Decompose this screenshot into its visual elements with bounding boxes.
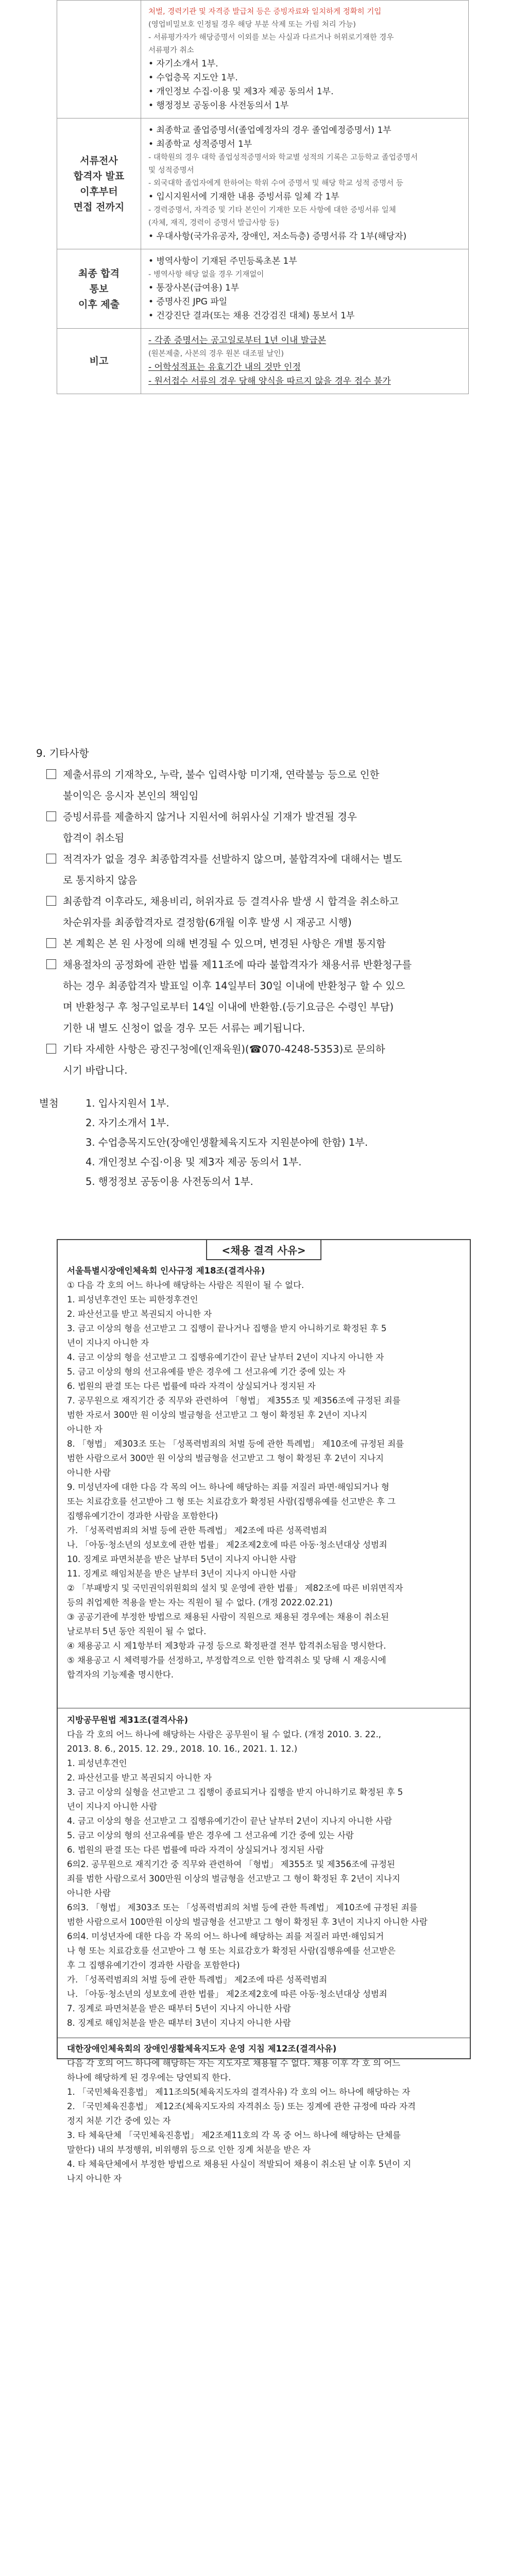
clause-line: 또는 치료감호를 선고받아 그 형 또는 치료감호가 확정된 사람(집행유예를 선고받은 후 그 xyxy=(67,1497,396,1506)
row-line: • 개인정보 수집·이용 및 제3자 제공 동의서 1부. xyxy=(148,87,334,97)
row-line: • 건강진단 결과(또는 채용 건강검진 대체) 통보서 1부 xyxy=(148,311,355,321)
row-line: - 원서접수 서류의 경우 당해 양식을 따르지 않을 경우 접수 불가 xyxy=(148,376,391,386)
clause-line: 5. 금고 이상의 형의 선고유예를 받은 경우에 그 선고유예 기간 중에 있는 자 xyxy=(67,1367,346,1377)
clause-line: 6. 법원의 판결 또는 다른 법률에 따라 자격이 상실되거나 정지된 사람 xyxy=(67,1845,324,1855)
checkbox-icon xyxy=(46,811,56,821)
note-text: 기타 자세한 사항은 광진구청에(인재육원)(☎070-4248-5353)로 문의하 xyxy=(63,1043,385,1055)
note-text: 본 계획은 본 원 사정에 의해 변경될 수 있으며, 변경된 사항은 개별 통지함 xyxy=(63,938,386,950)
clause-line: 6의3. 「형법」 제303조 또는 「성폭력범죄의 처벌 등에 관한 특례법」 제10조에 규정된 죄를 xyxy=(67,1903,418,1912)
note-text: 차순위자를 최종합격자로 결정함(6개월 이후 발생 시 재공고 시행) xyxy=(63,917,352,928)
clause-line: 후 그 집행유예기간이 경과한 사람을 포함한다) xyxy=(67,1960,240,1970)
block-heading: 지방공무원법 제31조(결격사유) xyxy=(67,1715,189,1725)
clause-line: 7. 공무원으로 재직기간 중 직무와 관련하여 「형법」 제355조 및 제356조에 규정된 죄를 xyxy=(67,1396,401,1405)
clause-line: 집행유예기간이 경과한 사람을 포함한다) xyxy=(67,1511,218,1521)
row-line: (영업비밀보호 인정될 경우 해당 부분 삭제 또는 가림 처리 가능) xyxy=(148,21,356,29)
note-text: 하는 경우 최종합격자 발표일 이후 14일부터 30일 이내에 반환청구 할 수 있으 xyxy=(63,980,405,992)
clause-line: 나지 아니한 자 xyxy=(67,2174,122,2183)
clause-line: ④ 채용공고 시 제1항부터 제3항과 규정 등으로 확정판결 전부 합격취소됨을 명시한다. xyxy=(67,1641,386,1651)
note-text: 기한 내 별도 신청이 없을 경우 모든 서류는 폐기됩니다. xyxy=(63,1022,305,1034)
block-heading: 서울특별시장애인체육회 인사규정 제18조(결격사유) xyxy=(67,1266,265,1276)
note-item xyxy=(36,806,479,849)
note-text: 최종합격 이후라도, 채용비리, 허위자료 등 결격사유 발생 시 합격을 취소하고 xyxy=(63,895,399,907)
note-item xyxy=(36,764,479,806)
disqualification-title: <채용 결격 사유> xyxy=(206,1239,321,1260)
row-line: - 대학원의 경우 대학 졸업성적증명서와 학교별 성적의 기록은 고등학교 졸업증명서 xyxy=(148,154,418,162)
row-category: 비고 xyxy=(57,329,141,394)
reasons-block-2 xyxy=(67,1713,461,2030)
row-category xyxy=(57,1,141,118)
note-item xyxy=(36,849,479,891)
row-line: • 병역사항이 기재된 주민등록초본 1부 xyxy=(148,256,297,266)
clause-line: 말한다) 내의 부정행위, 비위행위 등으로 인한 징계 처분을 받은 자 xyxy=(67,2145,311,2155)
row-line: - 병역사항 해당 없을 경우 기재없이 xyxy=(148,270,264,279)
clause-line: 6의4. 미성년자에 대한 다음 각 목의 어느 하나에 해당하는 죄를 저질러 파면·해임되거 xyxy=(67,1931,384,1941)
clause-line: 범한 사람으로서 300만 원 이상의 벌금형을 선고받고 그 형이 확정된 후 2년이 지나지 xyxy=(67,1453,384,1463)
clause-line: 4. 타 체육단체에서 부정한 방법으로 채용된 사실이 적발되어 채용이 취소된 날 이후 5년이 지 xyxy=(67,2159,412,2169)
clause-line: 3. 금고 이상의 형을 선고받고 그 집행이 끝나거나 집행을 받지 아니하기로 확정된 후 5 xyxy=(67,1324,387,1333)
clause-line: ⑤ 채용공고 시 체력평가를 선정하고, 부정합격으로 인한 합격취소 및 당해 시 재응시에 xyxy=(67,1655,386,1665)
clause-line: 죄를 범한 사람으로서 300만원 이상의 벌금형을 선고받고 그 형이 확정된 후 2년이 지나지 xyxy=(67,1874,400,1884)
checkbox-icon xyxy=(46,769,56,779)
row-line: - 외국대학 졸업자에게 한하여는 학위 수여 증명서 및 해당 학교 성적 증명서 등 xyxy=(148,179,403,188)
clause-line: 등의 취업제한 적용을 받는 자는 직원이 될 수 없다. (개정 2022.02.21) xyxy=(67,1598,333,1607)
clause-line: 나 형 또는 치료감호를 선고받아 그 형 또는 치료감호가 확정된 사람(집행유예를 선고받은 xyxy=(67,1946,396,1956)
clause-line: 가. 「성폭력범죄의 처벌 등에 관한 특례법」 제2조에 따른 성폭력범죄 xyxy=(67,1975,328,1985)
clause-line: 8. 「형법」 제303조 또는 「성폭력범죄의 처벌 등에 관한 특례법」 제10조에 규정된 죄를 xyxy=(67,1439,404,1449)
clause-line: 6의2. 공무원으로 재직기간 중 직무와 관련하여 「형법」 제355조 및 제356조에 규정된 xyxy=(67,1859,395,1869)
row-line: - 서류평가자가 해당증명서 이외를 보는 사실과 다르거나 허위로기재한 경우 xyxy=(148,33,394,42)
note-text: 며 반환청구 후 청구일로부터 14일 이내에 반환함.(등기요금은 수령인 부담) xyxy=(63,1001,394,1013)
clause-line: 10. 징계로 파면처분을 받은 날부터 5년이 지나지 아니한 사람 xyxy=(67,1554,297,1564)
attachment-item: 5. 행정정보 공동이용 사전동의서 1부. xyxy=(86,1176,253,1188)
row-line: • 수업층목 지도안 1부. xyxy=(148,73,238,83)
clause-line: 4. 금고 이상의 형을 선고받고 그 집행유예기간이 끝난 날부터 2년이 지나지 아니한 사람 xyxy=(67,1816,393,1826)
attachment-item: 2. 자기소개서 1부. xyxy=(86,1117,169,1129)
note-text: 적격자가 없을 경우 최종합격자를 선발하지 않으며, 불합격자에 대해서는 별도 xyxy=(63,853,402,865)
other-notes-section xyxy=(36,743,479,1081)
clause-line: 8. 징계로 해임처분을 받은 때부터 3년이 지나지 아니한 사람 xyxy=(67,2018,291,2028)
row-line: • 우대사항(국가유공자, 장애인, 저소득층) 증명서류 각 1부(해당자) xyxy=(148,231,407,242)
row-line: • 통장사본(급여용) 1부 xyxy=(148,283,240,293)
clause-line: 2. 파산선고를 받고 복권되지 아니한 자 xyxy=(67,1773,212,1783)
row-line: 서류평가 취소 xyxy=(148,46,194,55)
clause-line: 1. 「국민체육진흥법」 제11조의5(체육지도자의 결격사유) 각 호의 어느 하나에 해당하는 자 xyxy=(67,2087,411,2097)
note-text: 제출서류의 기재착오, 누락, 불수 입력사항 미기재, 연락불능 등으로 인한 xyxy=(63,769,380,781)
row-line: • 자기소개서 1부. xyxy=(148,59,218,69)
row-line: - 어학성적표는 유효기간 내의 것만 인정 xyxy=(148,362,301,372)
clause-line: 다음 각 호의 어느 하나에 해당하는 자는 지도자로 채용될 수 없다. 채용 이후 각 호 의 어느 xyxy=(67,2058,401,2068)
attachment-item: 3. 수업층목지도안(장애인생활체육지도자 지원분야에 한함) 1부. xyxy=(86,1137,368,1148)
table-row xyxy=(57,118,469,249)
clause-line: 범한 자로서 300만 원 이상의 벌금형을 선고받고 그 형이 확정된 후 2년이 지나지 xyxy=(67,1410,368,1420)
clause-line: 년이 지나지 아니한 사람 xyxy=(67,1802,158,1811)
clause-line: 6. 법원의 판결 또는 다른 법률에 따라 자격이 상실되거나 정지된 자 xyxy=(67,1381,316,1391)
checkbox-icon xyxy=(46,959,56,969)
disqualification-box xyxy=(57,1239,471,2183)
checkbox-icon xyxy=(46,938,56,948)
clause-line: 2013. 8. 6., 2015. 12. 29., 2018. 10. 16., 2021. 1. 12.) xyxy=(67,1744,298,1754)
clause-line: ① 다음 각 호의 어느 하나에 해당하는 사람은 직원이 될 수 없다. xyxy=(67,1280,304,1290)
row-content xyxy=(141,118,469,249)
clause-line: 3. 타 체육단체 「국민체육진흥법」 제2조제11호의 각 목 중 어느 하나에 해당하는 단체를 xyxy=(67,2130,401,2140)
row-line: • 최종학교 졸업증명서(졸업예정자의 경우 졸업예정증명서) 1부 xyxy=(148,125,391,135)
note-item xyxy=(36,891,479,933)
attachment-item: 4. 개인정보 수집·이용 및 제3자 제공 동의서 1부. xyxy=(86,1156,302,1168)
clause-line: 아니한 사람 xyxy=(67,1888,111,1898)
table-row xyxy=(57,1,469,118)
note-text: 합격이 취소됨 xyxy=(63,832,125,844)
note-text: 불이익은 응시자 본인의 책임임 xyxy=(63,790,199,802)
reasons-block-1 xyxy=(67,1264,461,1682)
clause-line: 정지 처분 기간 중에 있는 자 xyxy=(67,2116,171,2126)
row-line: • 최종학교 성적증명서 1부 xyxy=(148,139,252,149)
note-item xyxy=(36,933,479,954)
clause-line: 9. 미성년자에 대한 다음 각 목의 어느 하나에 해당하는 죄를 저질러 파면·해임되거나 형 xyxy=(67,1482,389,1492)
note-item xyxy=(36,1039,479,1081)
checkbox-icon xyxy=(46,854,56,863)
clause-line: 범한 사람으로서 100만원 이상의 벌금형을 선고받고 그 형이 확정된 후 3년이 지나지 아니한 사람 xyxy=(67,1917,428,1927)
clause-line: 4. 금고 이상의 형을 선고받고 그 집행유예기간이 끝난 날부터 2년이 지나지 아니한 자 xyxy=(67,1352,384,1362)
clause-line: 하나에 해당하게 된 경우에는 당연퇴직 한다. xyxy=(67,2073,231,2082)
row-content xyxy=(141,329,469,394)
clause-line: ③ 공공기관에 부정한 방법으로 채용된 사람이 직원으로 채용된 경우에는 채용이 취소된 xyxy=(67,1612,389,1622)
clause-line: 아니한 사람 xyxy=(67,1468,111,1478)
row-line: - 경력증명서, 자격증 및 기타 본인이 기재한 모든 사항에 대한 증빙서류 일체 xyxy=(148,206,396,214)
attachment-item: 1. 입사지원서 1부. xyxy=(86,1097,169,1109)
clause-line: 날로부터 5년 동안 직원이 될 수 없다. xyxy=(67,1626,207,1636)
note-text: 시기 바랍니다. xyxy=(63,1064,128,1076)
clause-line: 7. 징계로 파면처분을 받은 때부터 5년이 지나지 아니한 사람 xyxy=(67,2004,291,2013)
clause-line: 아니한 자 xyxy=(67,1425,103,1434)
block-heading: 대한장애인체육회의 장애인생활체육지도자 운영 지침 제12조(결격사유) xyxy=(67,2044,337,2054)
note-item xyxy=(36,954,479,1039)
section-title: 9. 기타사항 xyxy=(36,747,89,759)
row-line: • 입시지원서에 기재한 내용 증빙서류 일체 각 1부 xyxy=(148,192,339,202)
clause-line: ② 「부패방지 및 국민권익위원회의 설치 및 운영에 관한 법률」 제82조에 따른 비위면직자 xyxy=(67,1583,403,1593)
clause-line: 2. 파산선고를 받고 복권되지 아니한 자 xyxy=(67,1309,212,1319)
clause-line: 2. 「국민체육진흥법」 제12조(체육지도자의 자격취소 등) 또는 징계에 관한 규정에 따라 자격 xyxy=(67,2102,416,2111)
row-category: 서류전사 합격자 발표 이후부터 면접 전까지 xyxy=(57,118,141,249)
row-line: 및 성적증명서 xyxy=(148,166,194,175)
row-line: - 각종 증명서는 공고일로부터 1년 이내 발급본 xyxy=(148,335,326,346)
row-line: • 증명사진 JPG 파일 xyxy=(148,297,228,307)
clause-line: 가. 「성폭력범죄의 처벌 등에 관한 특례법」 제2조에 따른 성폭력범죄 xyxy=(67,1526,328,1535)
clause-line: 다음 각 호의 어느 하나에 해당하는 사람은 공무원이 될 수 없다. (개정 2010. 3. 22., xyxy=(67,1730,381,1739)
clause-line: 1. 피성년후견인 또는 피한정후견인 xyxy=(67,1295,198,1304)
row-line: 처벌, 경력기관 및 자격증 발급처 등은 증빙자료와 일치하게 정확히 기입 xyxy=(148,8,382,16)
row-line: (원본제출, 사본의 경우 원본 대조필 날인) xyxy=(148,350,284,358)
reasons-block-3 xyxy=(67,2042,461,2186)
clause-line: 나. 「아동·청소년의 성보호에 관한 법률」 제2조제2호에 따른 아동·청소년대상 성범죄 xyxy=(67,1989,387,1999)
row-content xyxy=(141,249,469,329)
note-text: 로 통지하지 않음 xyxy=(63,874,138,886)
clause-line: 년이 지나지 아니한 자 xyxy=(67,1338,149,1348)
table-row xyxy=(57,329,469,394)
clause-line: 합격자의 기능제출 명시한다. xyxy=(67,1670,174,1680)
row-line: (자체, 재직, 경력이 증명서 발급사항 등) xyxy=(148,219,279,227)
note-text: 증빙서류를 제출하지 않거나 지원서에 허위사실 기재가 발견될 경우 xyxy=(63,811,357,823)
clause-line: 나. 「아동·청소년의 성보호에 관한 법률」 제2조제2호에 따른 아동·청소년대상 성범죄 xyxy=(67,1540,387,1550)
note-text: 채용절차의 공정화에 관한 법률 제11조에 따라 불합격자가 채용서류 반환청구를 xyxy=(63,959,412,971)
clause-line: 3. 금고 이상의 실형을 선고받고 그 집행이 종료되거나 집행을 받지 아니하기로 확정된 후 5 xyxy=(67,1787,403,1797)
clause-line: 5. 금고 이상의 형의 선고유예를 받은 경우에 그 선고유예 기간 중에 있는 사람 xyxy=(67,1831,354,1840)
attachments-label: 별첨 xyxy=(39,1097,59,1109)
clause-line: 11. 징계로 해임처분을 받은 날부터 3년이 지나지 아니한 사람 xyxy=(67,1569,297,1579)
submission-table xyxy=(57,0,469,394)
row-line: • 행정정보 공동이용 사전동의서 1부 xyxy=(148,100,289,111)
clause-line: 1. 피성년후견인 xyxy=(67,1758,127,1768)
table-row xyxy=(57,249,469,329)
checkbox-icon xyxy=(46,896,56,906)
row-category: 최종 합격 통보 이후 제출 xyxy=(57,249,141,329)
checkbox-icon xyxy=(46,1044,56,1054)
row-content xyxy=(141,1,469,118)
